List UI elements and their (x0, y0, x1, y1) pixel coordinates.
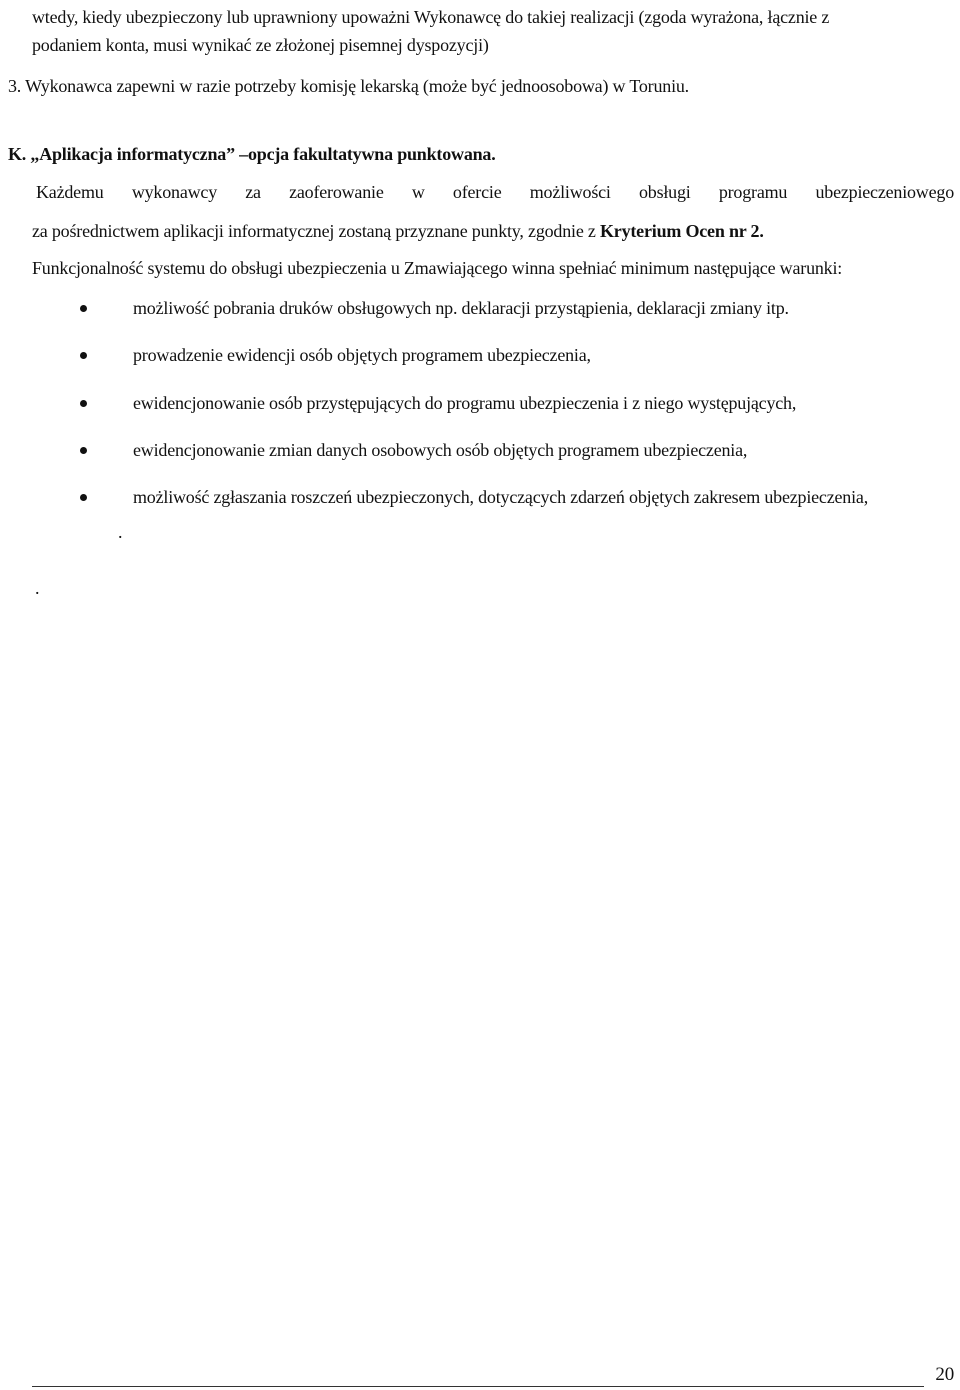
section-heading: K. „Aplikacja informatyczna” –opcja fakultatywna punktowana. (8, 144, 496, 164)
list-item-text: możliwość pobrania druków obsługowych np. deklaracji przystąpienia, deklaracji zmiany itp. (133, 298, 789, 318)
bullet-icon (80, 400, 87, 407)
bullet-icon (80, 352, 87, 359)
body-text-line: wtedy, kiedy ubezpieczony lub uprawniony upoważni Wykonawcę do takiej realizacji (zgoda wyrażona, łącznie z (32, 7, 830, 27)
paragraph-text: za pośrednictwem aplikacji informatycznej zostaną przyznane punkty, zgodnie z (32, 221, 600, 241)
body-text-line: podaniem konta, musi wynikać ze złożonej pisemnej dyspozycji) (32, 35, 489, 55)
stray-period: . (35, 578, 40, 598)
bullet-icon (80, 447, 87, 454)
list-item-text: ewidencjonowanie osób przystępujących do programu ubezpieczenia i z niego występujących, (133, 393, 797, 413)
footer-divider (32, 1386, 924, 1387)
list-item-text: ewidencjonowanie zmian danych osobowych osób objętych programem ubezpieczenia, (133, 440, 748, 460)
bullet-icon (80, 305, 87, 312)
paragraph-line: Każdemu wykonawcy za zaoferowanie w ofercie możliwości obsługi programu ubezpieczeniowego (36, 182, 954, 202)
paragraph-line: Funkcjonalność systemu do obsługi ubezpieczenia u Zmawiającego winna spełniać minimum następujące warunki: (32, 258, 843, 278)
page-number: 20 (935, 1364, 954, 1385)
paragraph-line (32, 220, 764, 242)
stray-period: . (118, 522, 123, 542)
list-item-text: prowadzenie ewidencji osób objętych programem ubezpieczenia, (133, 345, 591, 365)
bullet-icon (80, 494, 87, 501)
numbered-item-3: 3. Wykonawca zapewni w razie potrzeby komisję lekarską (może być jednoosobowa) w Toruniu. (8, 76, 689, 96)
criterion-reference: Kryterium Ocen nr 2. (600, 221, 764, 241)
list-item-text: możliwość zgłaszania roszczeń ubezpieczonych, dotyczących zdarzeń objętych zakresem ubezpieczenia, (133, 487, 868, 507)
